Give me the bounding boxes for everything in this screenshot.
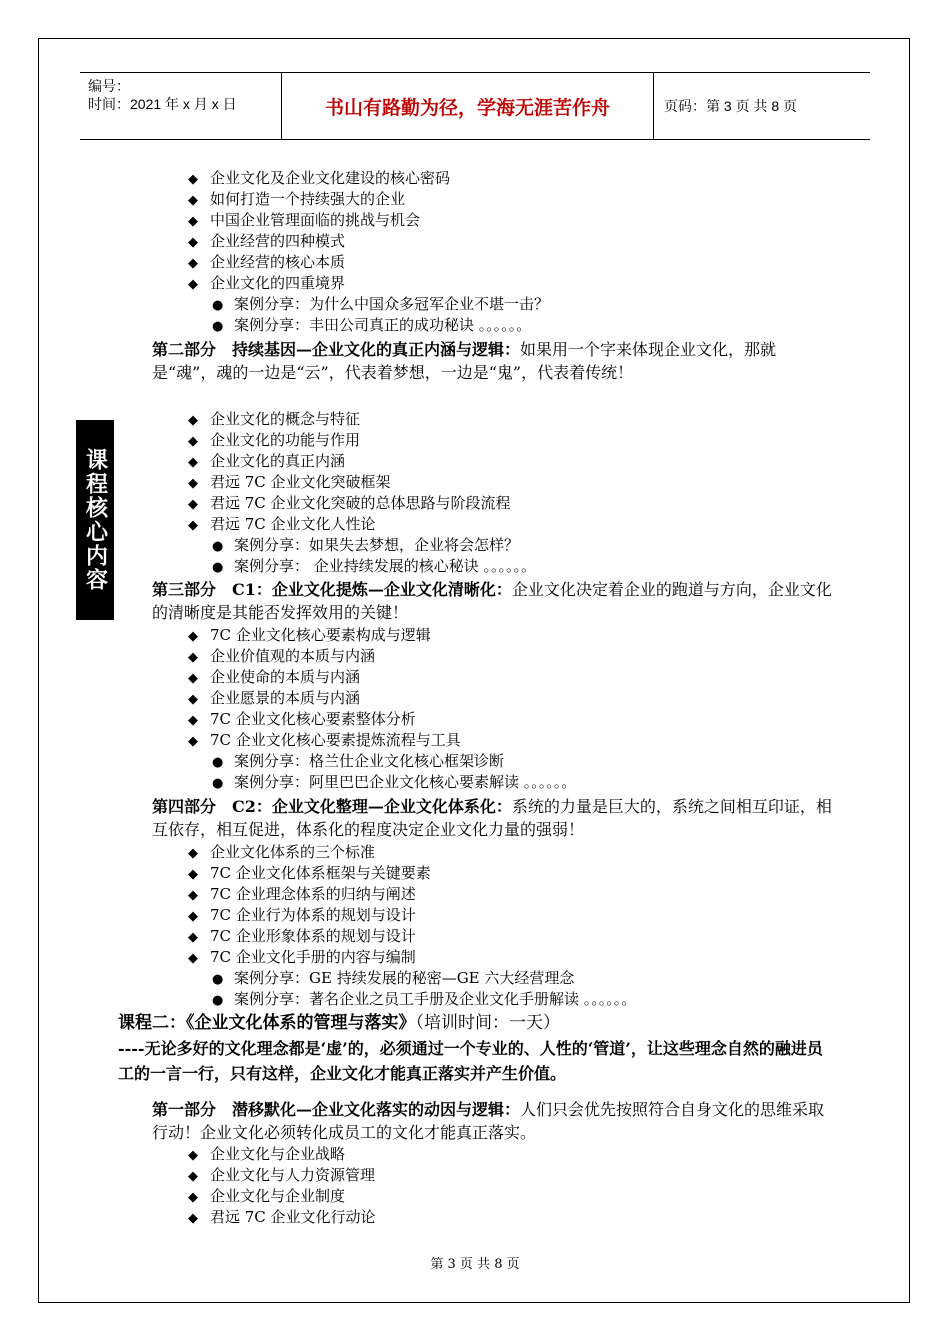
- circle-bullet-icon: ●: [212, 993, 224, 1008]
- circle-bullet-icon: ●: [212, 776, 224, 791]
- case-item: ● 案例分享： 企业持续发展的核心秘诀 。。。。。。: [212, 556, 536, 578]
- bullet-item: ◆ 7C 企业文化核心要素整体分析: [188, 709, 416, 731]
- bullet-item: ◆ 7C 企业文化手册的内容与编制: [188, 947, 416, 969]
- diamond-bullet-icon: ◆: [188, 930, 198, 945]
- case-item: ● 案例分享：格兰仕企业文化核心框架诊断: [212, 751, 504, 773]
- diamond-bullet-icon: ◆: [188, 214, 198, 229]
- course-2-section-part-1: 第一部分 潜移默化—企业文化落实的动因与逻辑：人们只会优先按照符合自身文化的思维采取行动！企业文化必须转化成员工的文化才能真正落实。: [152, 1100, 825, 1142]
- bullet-item: ◆ 企业经营的核心本质: [188, 252, 345, 274]
- bullet-item: ◆ 中国企业管理面临的挑战与机会: [188, 210, 420, 232]
- diamond-bullet-icon: ◆: [188, 172, 198, 187]
- bullet-item: ◆ 企业文化体系的三个标准: [188, 842, 375, 864]
- diamond-bullet-icon: ◆: [188, 846, 198, 861]
- diamond-bullet-icon: ◆: [188, 1190, 198, 1205]
- bullet-item: ◆ 企业文化与人力资源管理: [188, 1165, 375, 1187]
- circle-bullet-icon: ●: [212, 298, 224, 313]
- bullet-item: ◆ 企业文化与企业制度: [188, 1186, 345, 1208]
- diamond-bullet-icon: ◆: [188, 951, 198, 966]
- document-number-label: 编号：: [88, 78, 130, 94]
- course-2-heading: 课程二：《企业文化体系的管理与落实》（培训时间：一天）: [118, 1013, 560, 1033]
- diamond-bullet-icon: ◆: [188, 650, 198, 665]
- bullet-item: ◆ 君远 7C 企业文化人性论: [188, 514, 376, 536]
- diamond-bullet-icon: ◆: [188, 734, 198, 749]
- circle-bullet-icon: ●: [212, 755, 224, 770]
- bullet-item: ◆ 企业文化的功能与作用: [188, 430, 360, 452]
- circle-bullet-icon: ●: [212, 972, 224, 987]
- page-footer: 第 3 页 共 8 页: [430, 1257, 520, 1272]
- header-page-number: 页码：第 3 页 共 8 页: [664, 98, 798, 114]
- diamond-bullet-icon: ◆: [188, 713, 198, 728]
- case-item: ● 案例分享：阿里巴巴企业文化核心要素解读 。。。。。。: [212, 772, 576, 794]
- section-part-3: 第三部分 C1：企业文化提炼—企业文化清晰化：企业文化决定着企业的跑道与方向，企业文化的清晰度是其能否发挥效用的关键！: [152, 580, 832, 622]
- bullet-item: ◆ 企业文化的概念与特征: [188, 409, 360, 431]
- case-item: ● 案例分享：著名企业之员工手册及企业文化手册解读 。。。。。。: [212, 989, 636, 1011]
- circle-bullet-icon: ●: [212, 560, 224, 575]
- diamond-bullet-icon: ◆: [188, 1148, 198, 1163]
- bullet-item: ◆ 如何打造一个持续强大的企业: [188, 189, 405, 211]
- diamond-bullet-icon: ◆: [188, 476, 198, 491]
- bullet-item: ◆ 企业使命的本质与内涵: [188, 667, 360, 689]
- bullet-item: ◆ 企业文化的真正内涵: [188, 451, 345, 473]
- page-header: [80, 72, 870, 140]
- diamond-bullet-icon: ◆: [188, 909, 198, 924]
- document-time-label: 时间：2021 年 x 月 x 日: [88, 96, 237, 112]
- side-label-core-content: 课程核心内容: [76, 420, 114, 620]
- bullet-item: ◆ 7C 企业文化核心要素提炼流程与工具: [188, 730, 461, 752]
- diamond-bullet-icon: ◆: [188, 413, 198, 428]
- header-meta: [80, 73, 282, 139]
- diamond-bullet-icon: ◆: [188, 277, 198, 292]
- diamond-bullet-icon: ◆: [188, 235, 198, 250]
- section-part-4: 第四部分 C2：企业文化整理—企业文化体系化：系统的力量是巨大的，系统之间相互印证，相互依存，相互促进，体系化的程度决定企业文化力量的强弱！: [152, 797, 832, 839]
- diamond-bullet-icon: ◆: [188, 888, 198, 903]
- bullet-item: ◆ 君远 7C 企业文化行动论: [188, 1207, 376, 1229]
- bullet-item: ◆ 企业文化及企业文化建设的核心密码: [188, 168, 450, 190]
- diamond-bullet-icon: ◆: [188, 629, 198, 644]
- case-item: ● 案例分享：GE 持续发展的秘密—GE 六大经营理念: [212, 968, 574, 990]
- diamond-bullet-icon: ◆: [188, 671, 198, 686]
- diamond-bullet-icon: ◆: [188, 692, 198, 707]
- bullet-item: ◆ 君远 7C 企业文化突破的总体思路与阶段流程: [188, 493, 511, 515]
- diamond-bullet-icon: ◆: [188, 434, 198, 449]
- section-part-2: 第二部分 持续基因—企业文化的真正内涵与逻辑：如果用一个字来体现企业文化，那就是“魂”，魂的一边是“云”，代表着梦想，一边是“鬼”，代表着传统！: [152, 340, 777, 382]
- bullet-item: ◆ 企业价值观的本质与内涵: [188, 646, 375, 668]
- bullet-item: ◆ 7C 企业形象体系的规划与设计: [188, 926, 416, 948]
- bullet-item: ◆ 7C 企业行为体系的规划与设计: [188, 905, 416, 927]
- case-item: ● 案例分享：如果失去梦想，企业将会怎样？: [212, 535, 519, 557]
- bullet-item: ◆ 君远 7C 企业文化突破框架: [188, 472, 391, 494]
- diamond-bullet-icon: ◆: [188, 867, 198, 882]
- bullet-item: ◆ 7C 企业理念体系的归纳与阐述: [188, 884, 416, 906]
- bullet-item: ◆ 企业经营的四种模式: [188, 231, 345, 253]
- diamond-bullet-icon: ◆: [188, 518, 198, 533]
- diamond-bullet-icon: ◆: [188, 256, 198, 271]
- diamond-bullet-icon: ◆: [188, 455, 198, 470]
- case-item: ● 案例分享：为什么中国众多冠军企业不堪一击？: [212, 294, 549, 316]
- course-2-quote: ----无论多好的文化理念都是‘虚’的，必须通过一个专业的、人性的‘管道’，让这些理念自然的融进员工的一言一行，只有这样，企业文化才能真正落实并产生价值。: [118, 1039, 823, 1083]
- diamond-bullet-icon: ◆: [188, 497, 198, 512]
- header-motto: 书山有路勤为径，学海无涯苦作舟: [282, 73, 654, 139]
- diamond-bullet-icon: ◆: [188, 1169, 198, 1184]
- bullet-item: ◆ 企业愿景的本质与内涵: [188, 688, 360, 710]
- circle-bullet-icon: ●: [212, 319, 224, 334]
- bullet-item: ◆ 7C 企业文化体系框架与关键要素: [188, 863, 431, 885]
- diamond-bullet-icon: ◆: [188, 193, 198, 208]
- circle-bullet-icon: ●: [212, 539, 224, 554]
- bullet-item: ◆ 企业文化与企业战略: [188, 1144, 345, 1166]
- bullet-item: ◆ 企业文化的四重境界: [188, 273, 345, 295]
- case-item: ● 案例分享：丰田公司真正的成功秘诀 。。。。。。: [212, 315, 531, 337]
- diamond-bullet-icon: ◆: [188, 1211, 198, 1226]
- bullet-item: ◆ 7C 企业文化核心要素构成与逻辑: [188, 625, 431, 647]
